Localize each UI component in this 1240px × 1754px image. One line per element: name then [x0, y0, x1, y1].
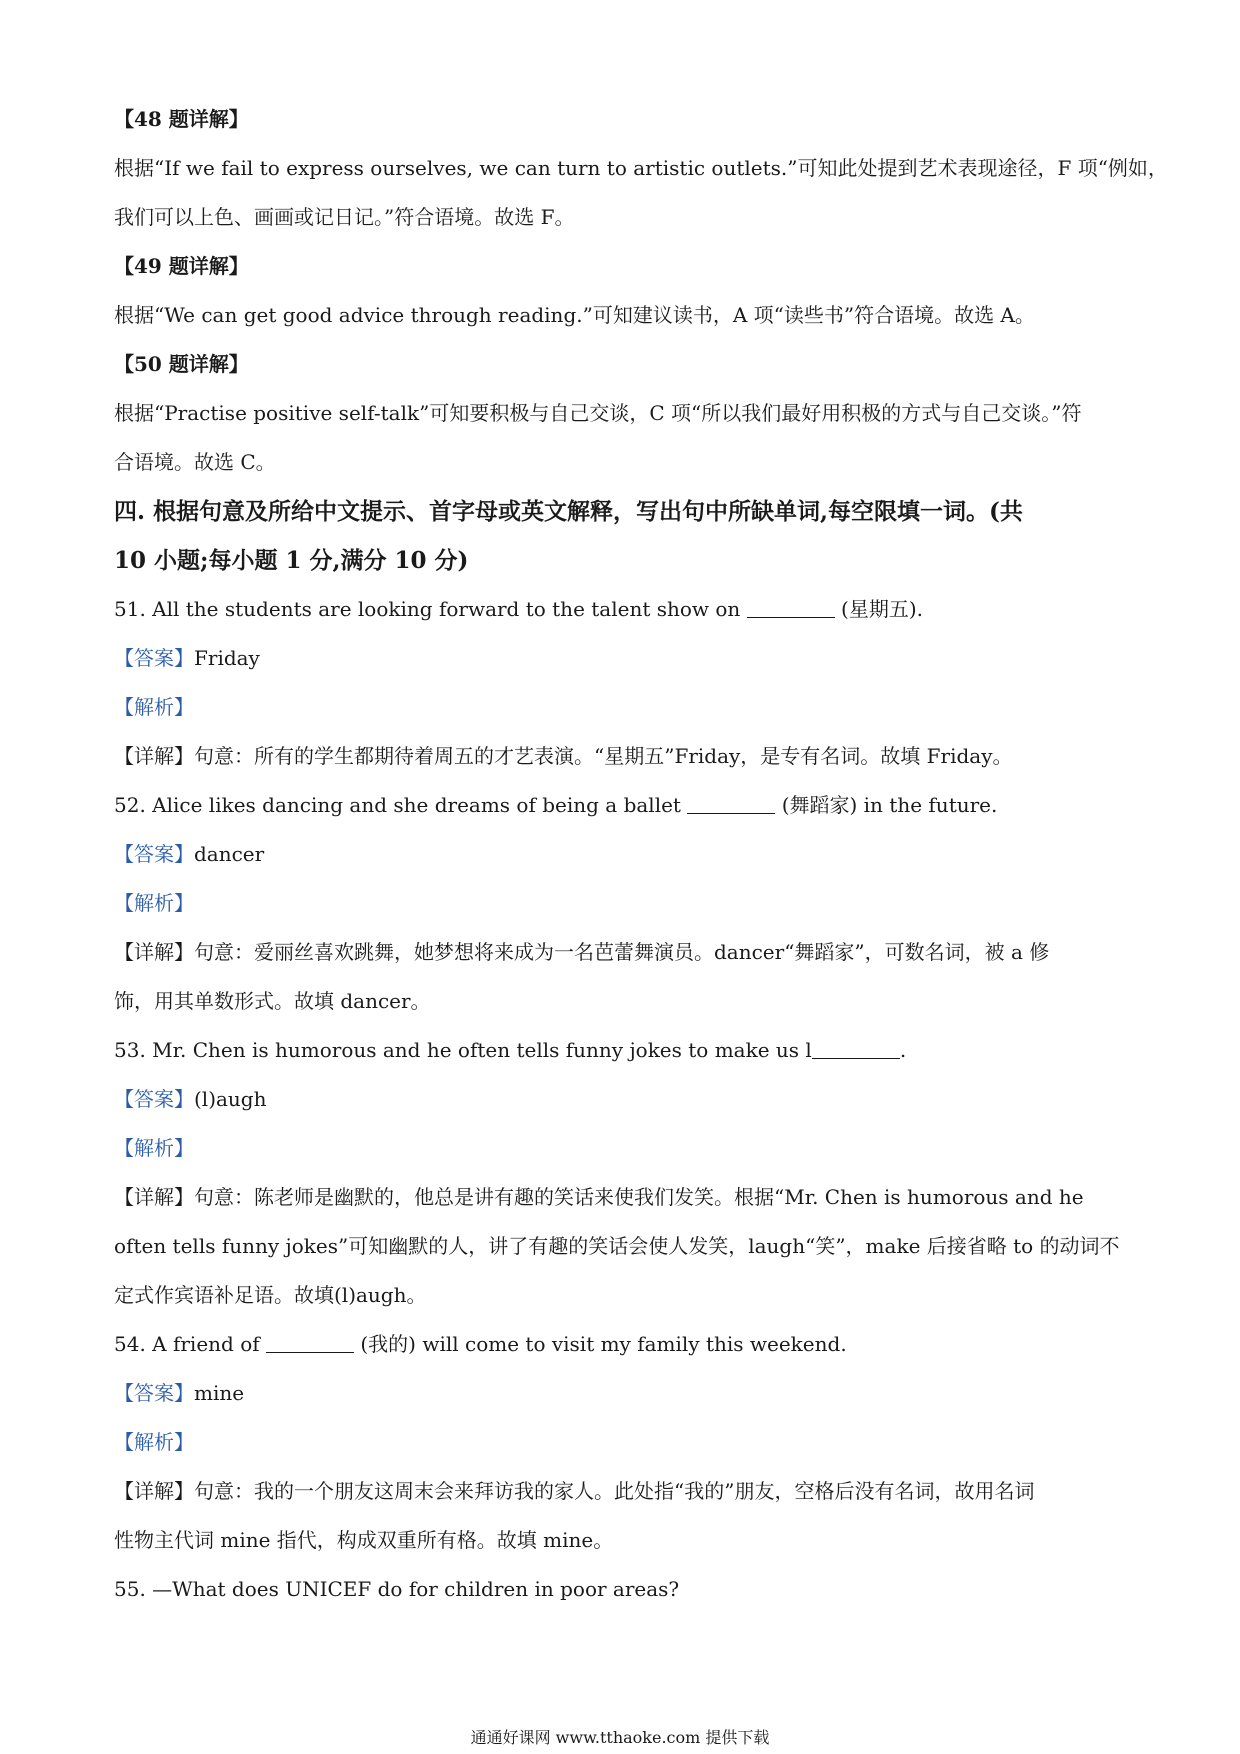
question-53 — [114, 1026, 1130, 1075]
section-four-title: 四. 根据句意及所给中文提示、首字母或英文解释，写出句中所缺单词,每空限填一词。(共 — [114, 498, 1023, 525]
question-text: 53. Mr. Chen is humorous and he often tells funny jokes to make us l — [114, 1038, 812, 1062]
q50-explanation-line: 根据“Practise positive self-talk”可知要积极与自己交谈，C 项“所以我们最好用积极的方式与自己交谈。”符 — [114, 401, 1082, 425]
answer-blank — [266, 1334, 354, 1353]
analysis-label: 【解析】 — [114, 891, 194, 915]
detail-label: 【详解】 — [114, 1479, 194, 1503]
detail-54-continued: 性物主代词 mine 指代，构成双重所有格。故填 mine。 — [114, 1528, 614, 1552]
answer-label: 【答案】 — [114, 842, 194, 866]
question-text: 51. All the students are looking forward to the talent show on — [114, 597, 747, 621]
q48-explanation-line: 我们可以上色、画画或记日记。”符合语境。故选 F。 — [114, 205, 575, 229]
q50-explanation-line: 合语境。故选 C。 — [114, 450, 276, 474]
answer-blank — [747, 599, 835, 618]
detail-53-continued: 定式作宾语补足语。故填(l)augh。 — [114, 1283, 427, 1307]
detail-53 — [114, 1173, 1130, 1222]
q50-heading: 【50 题详解】 — [114, 352, 249, 376]
detail-text: 句意：所有的学生都期待着周五的才艺表演。“星期五”Friday，是专有名词。故填 Friday。 — [194, 744, 1013, 768]
answer-blank — [812, 1040, 900, 1059]
detail-text: 句意：我的一个朋友这周末会来拜访我的家人。此处指“我的”朋友，空格后没有名词，故用名词 — [194, 1479, 1035, 1503]
detail-53-continued: often tells funny jokes”可知幽默的人，讲了有趣的笑话会使人发笑，laugh“笑”，make 后接省略 to 的动词不 — [114, 1234, 1120, 1258]
section-four-title: 10 小题;每小题 1 分,满分 10 分) — [114, 547, 469, 574]
detail-text: 句意：陈老师是幽默的，他总是讲有趣的笑话来使我们发笑。根据“Mr. Chen is humorous and he — [194, 1185, 1084, 1209]
page-content — [114, 95, 1168, 1614]
question-text: . — [899, 1038, 907, 1062]
answer-value: (l)augh — [194, 1087, 267, 1111]
answer-52 — [114, 830, 1130, 879]
analysis-label: 【解析】 — [114, 1136, 194, 1160]
analysis-label: 【解析】 — [114, 1430, 194, 1454]
question-text: (星期五). — [834, 597, 923, 621]
answer-54 — [114, 1369, 1130, 1418]
detail-52 — [114, 928, 1130, 977]
question-52 — [114, 781, 1130, 830]
answer-51 — [114, 634, 1130, 683]
answer-label: 【答案】 — [114, 1381, 194, 1405]
answer-label: 【答案】 — [114, 646, 194, 670]
detail-label: 【详解】 — [114, 1185, 194, 1209]
question-54 — [114, 1320, 1130, 1369]
question-text: (舞蹈家) in the future. — [775, 793, 998, 817]
answer-value: dancer — [194, 842, 265, 866]
q48-explanation-line: 根据“If we fail to express ourselves, we can turn to artistic outlets.”可知此处提到艺术表现途径，F 项“例如， — [114, 156, 1168, 180]
q49-heading: 【49 题详解】 — [114, 254, 249, 278]
question-51 — [114, 585, 1130, 634]
q49-explanation-line: 根据“We can get good advice through reading.”可知建议读书，A 项“读些书”符合语境。故选 A。 — [114, 303, 1035, 327]
detail-54 — [114, 1467, 1130, 1516]
question-text: (我的) will come to visit my family this weekend. — [354, 1332, 847, 1356]
detail-51 — [114, 732, 1130, 781]
answer-label: 【答案】 — [114, 1087, 194, 1111]
question-55: 55. —What does UNICEF do for children in poor areas? — [114, 1577, 680, 1601]
detail-label: 【详解】 — [114, 940, 194, 964]
answer-value: Friday — [194, 646, 260, 670]
detail-52-continued: 饰，用其单数形式。故填 dancer。 — [114, 989, 431, 1013]
question-text: 52. Alice likes dancing and she dreams of being a ballet — [114, 793, 688, 817]
page-footer: 通通好课网 www.tthaoke.com 提供下载 — [470, 1728, 770, 1747]
analysis-label: 【解析】 — [114, 695, 194, 719]
detail-text: 句意：爱丽丝喜欢跳舞，她梦想将来成为一名芭蕾舞演员。dancer“舞蹈家”，可数名词，被 a 修 — [194, 940, 1050, 964]
answer-blank — [687, 795, 775, 814]
question-text: 54. A friend of — [114, 1332, 267, 1356]
answer-value: mine — [194, 1381, 245, 1405]
q48-heading: 【48 题详解】 — [114, 107, 249, 131]
answer-53 — [114, 1075, 1130, 1124]
detail-label: 【详解】 — [114, 744, 194, 768]
